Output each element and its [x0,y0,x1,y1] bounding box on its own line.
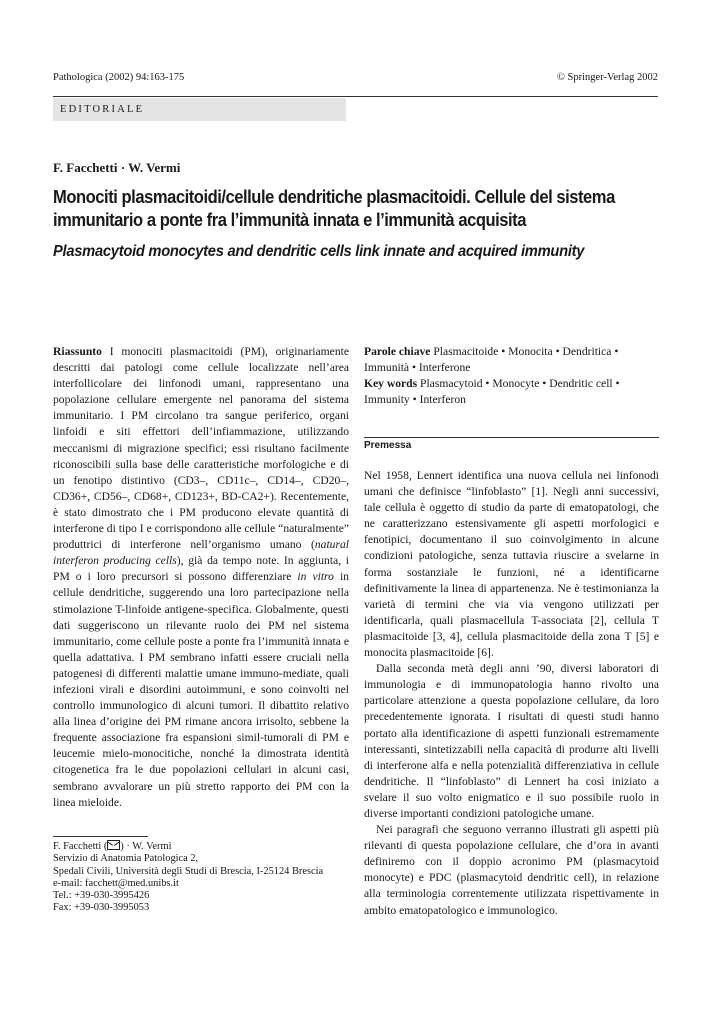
author-name: F. Facchetti ( [53,841,108,852]
abstract-text: I monociti plasmacitoidi (PM), originariamente descritti dai patologi come cellule localizzate nell’area interfollicolare dei linfonodi umani, rappresentano una popolazione cellulare emergente nel panorama del sistema immunitario. I PM circolano tra sangue periferico, organi linfoidi e siti effettori dell’infiammazione, utilizzando meccanismi di migrazione specifici; essi risultano facilmente riconoscibili sulla base delle caratteristiche morfologiche e di un fenotipo distintivo (CD3–, CD11c–, CD14–, CD20–, CD36+, CD56–, CD68+, CD123+, BD-CA2+). Recentemente, è stato dimostrato che i PM producono elevate quantità di interferone di tipo I e corrispondono alle cellule “naturalmente” produttrici di interferone nell’organismo umano ( [53,345,349,552]
section-heading: Premessa [364,440,412,451]
fax: Fax: +39-030-3995053 [53,902,150,914]
title-italian: Monociti plasmacitoidi/cellule dendritiche plasmacitoidi. Cellule del sistema immunitario a ponte fra l’immunità innata e l’immunità acquisita [53,187,615,230]
keywords-english [364,376,659,408]
paragraph: Nei paragrafi che seguono verranno illustrati gli aspetti più rilevanti di questa popolazione cellulare, che d’ora in avanti definiremo con il doppio acronimo PM (plasmacytoid monocyte) e PDC (plasmacytoid dendritic cell), in relazione alla terminologia correntemente utilizzata rispettivamente in ambito ematopatologico e immunologico. [364,823,659,917]
abstract [53,344,349,811]
abstract-text: in cellule dendritiche, suggerendo una loro partecipazione nella stimolazione T-linfoide antigene-specifica. Globalmente, questi dati suggeriscono un rilevante ruolo dei PM nel sistema immunitario, come cellule poste a ponte fra l’immunità innata e quella adattativa. I PM sembrano infatti essere cruciali nella patogenesi di differenti malattie umane immuno-mediate, quali infezioni virali e disordini autoimmuni, e sono coinvolti nel controllo immunologico di alcuni tumori. Il dibattito relativo alla linea d’origine dei PM rimane ancora irrisolto, sebbene la frequente associazione fra espansioni simil-tumorali di PM e leucemie mielo-monocitiche, nonché la dimostrata identità citogenetica fra le due popolazioni cellulari in alcuni casi, sembrano avvalorare un più stretto rapporto dei PM con la linea mieloide. [53,570,349,809]
body-text [364,468,659,919]
footnote-rule [53,836,148,837]
keywords-label: Key words [364,377,418,391]
authors: F. Facchetti · W. Vermi [53,160,181,175]
keywords [364,344,659,408]
abstract-italic: natural interferon producing cells [53,538,349,568]
abstract-italic: in vitro [297,570,334,584]
section-rule [364,437,659,438]
keywords-text: Plasmacitoide • Monocita • Dendritica • Immunità • Interferone [364,345,619,375]
keywords-italian [364,344,659,376]
abstract-label: Riassunto [53,345,102,358]
title-english: Plasmacytoid monocytes and dendritic cells link innate and acquired immunity [53,243,585,260]
journal-reference: Pathologica (2002) 94:163-175 [53,72,185,83]
header-rule [53,96,658,97]
section-label: EDITORIALE [53,98,346,121]
institution: Spedali Civili, Università degli Studi di Brescia, I-25124 Brescia [53,865,324,877]
copyright-notice: © Springer-Verlag 2002 [556,72,658,83]
keywords-label: Parole chiave [364,345,431,358]
email: e-mail: facchett@med.unibs.it [53,877,179,889]
telephone: Tel.: +39-030-3995426 [53,890,150,902]
envelope-icon [107,840,120,850]
paragraph: Nel 1958, Lennert identifica una nuova cellula nei linfonodi umani che definisce “linfoblasto” [1]. Negli anni successivi, tale cellula è oggetto di studio da parte di ematopatologi, che ne caratterizzano estensivamente gli aspetti morfologici e fenotipici, documentano il suo coinvolgimento in alcune condizioni patologiche, senza tuttavia riuscire a svelarne in forma sostanziale le funzioni, né a identificarne definitivamente la linea di appartenenza. Ne è testimonianza la varietà di termini che via via vengono utilizzati per identificarla, quali plasmacellula T-associata [2], cellula T plasmacitoide [3, 4], cellula plasmacitoide della zona T [5] e monocita plasmacitoide [6]. [364,469,659,660]
correspondence-address [53,840,323,915]
author-name: ) · W. Vermi [120,841,172,852]
keywords-text: Plasmacytoid • Monocyte • Dendritic cell • Immunity • Interferon [364,377,620,407]
paragraph: Dalla seconda metà degli anni ’90, diversi laboratori di immunologia e di immunopatologia hanno rivolto una particolare attenzione a questa popolazione cellulare, da loro precedentemente ignorata. I risultati di questi studi hanno portato alla identificazione di aspetti funzionali estremamente interessanti, sintetizzabili nella capacità di produrre alti livelli di interferone alfa e nella potenzialità differenziativa in cellule dendritiche. Il “linfoblasto” di Lennert ha così iniziato a svelare il suo volto enigmatico e il suo possibile ruolo in diverse importanti condizioni patologiche umane. [364,662,659,820]
abstract-text: ), già da tempo note. In aggiunta, i PM o i loro precursori si possono differenziare [53,554,349,584]
correspondence-authors [53,840,323,853]
department: Servizio di Anatomia Patologica 2, [53,853,199,865]
